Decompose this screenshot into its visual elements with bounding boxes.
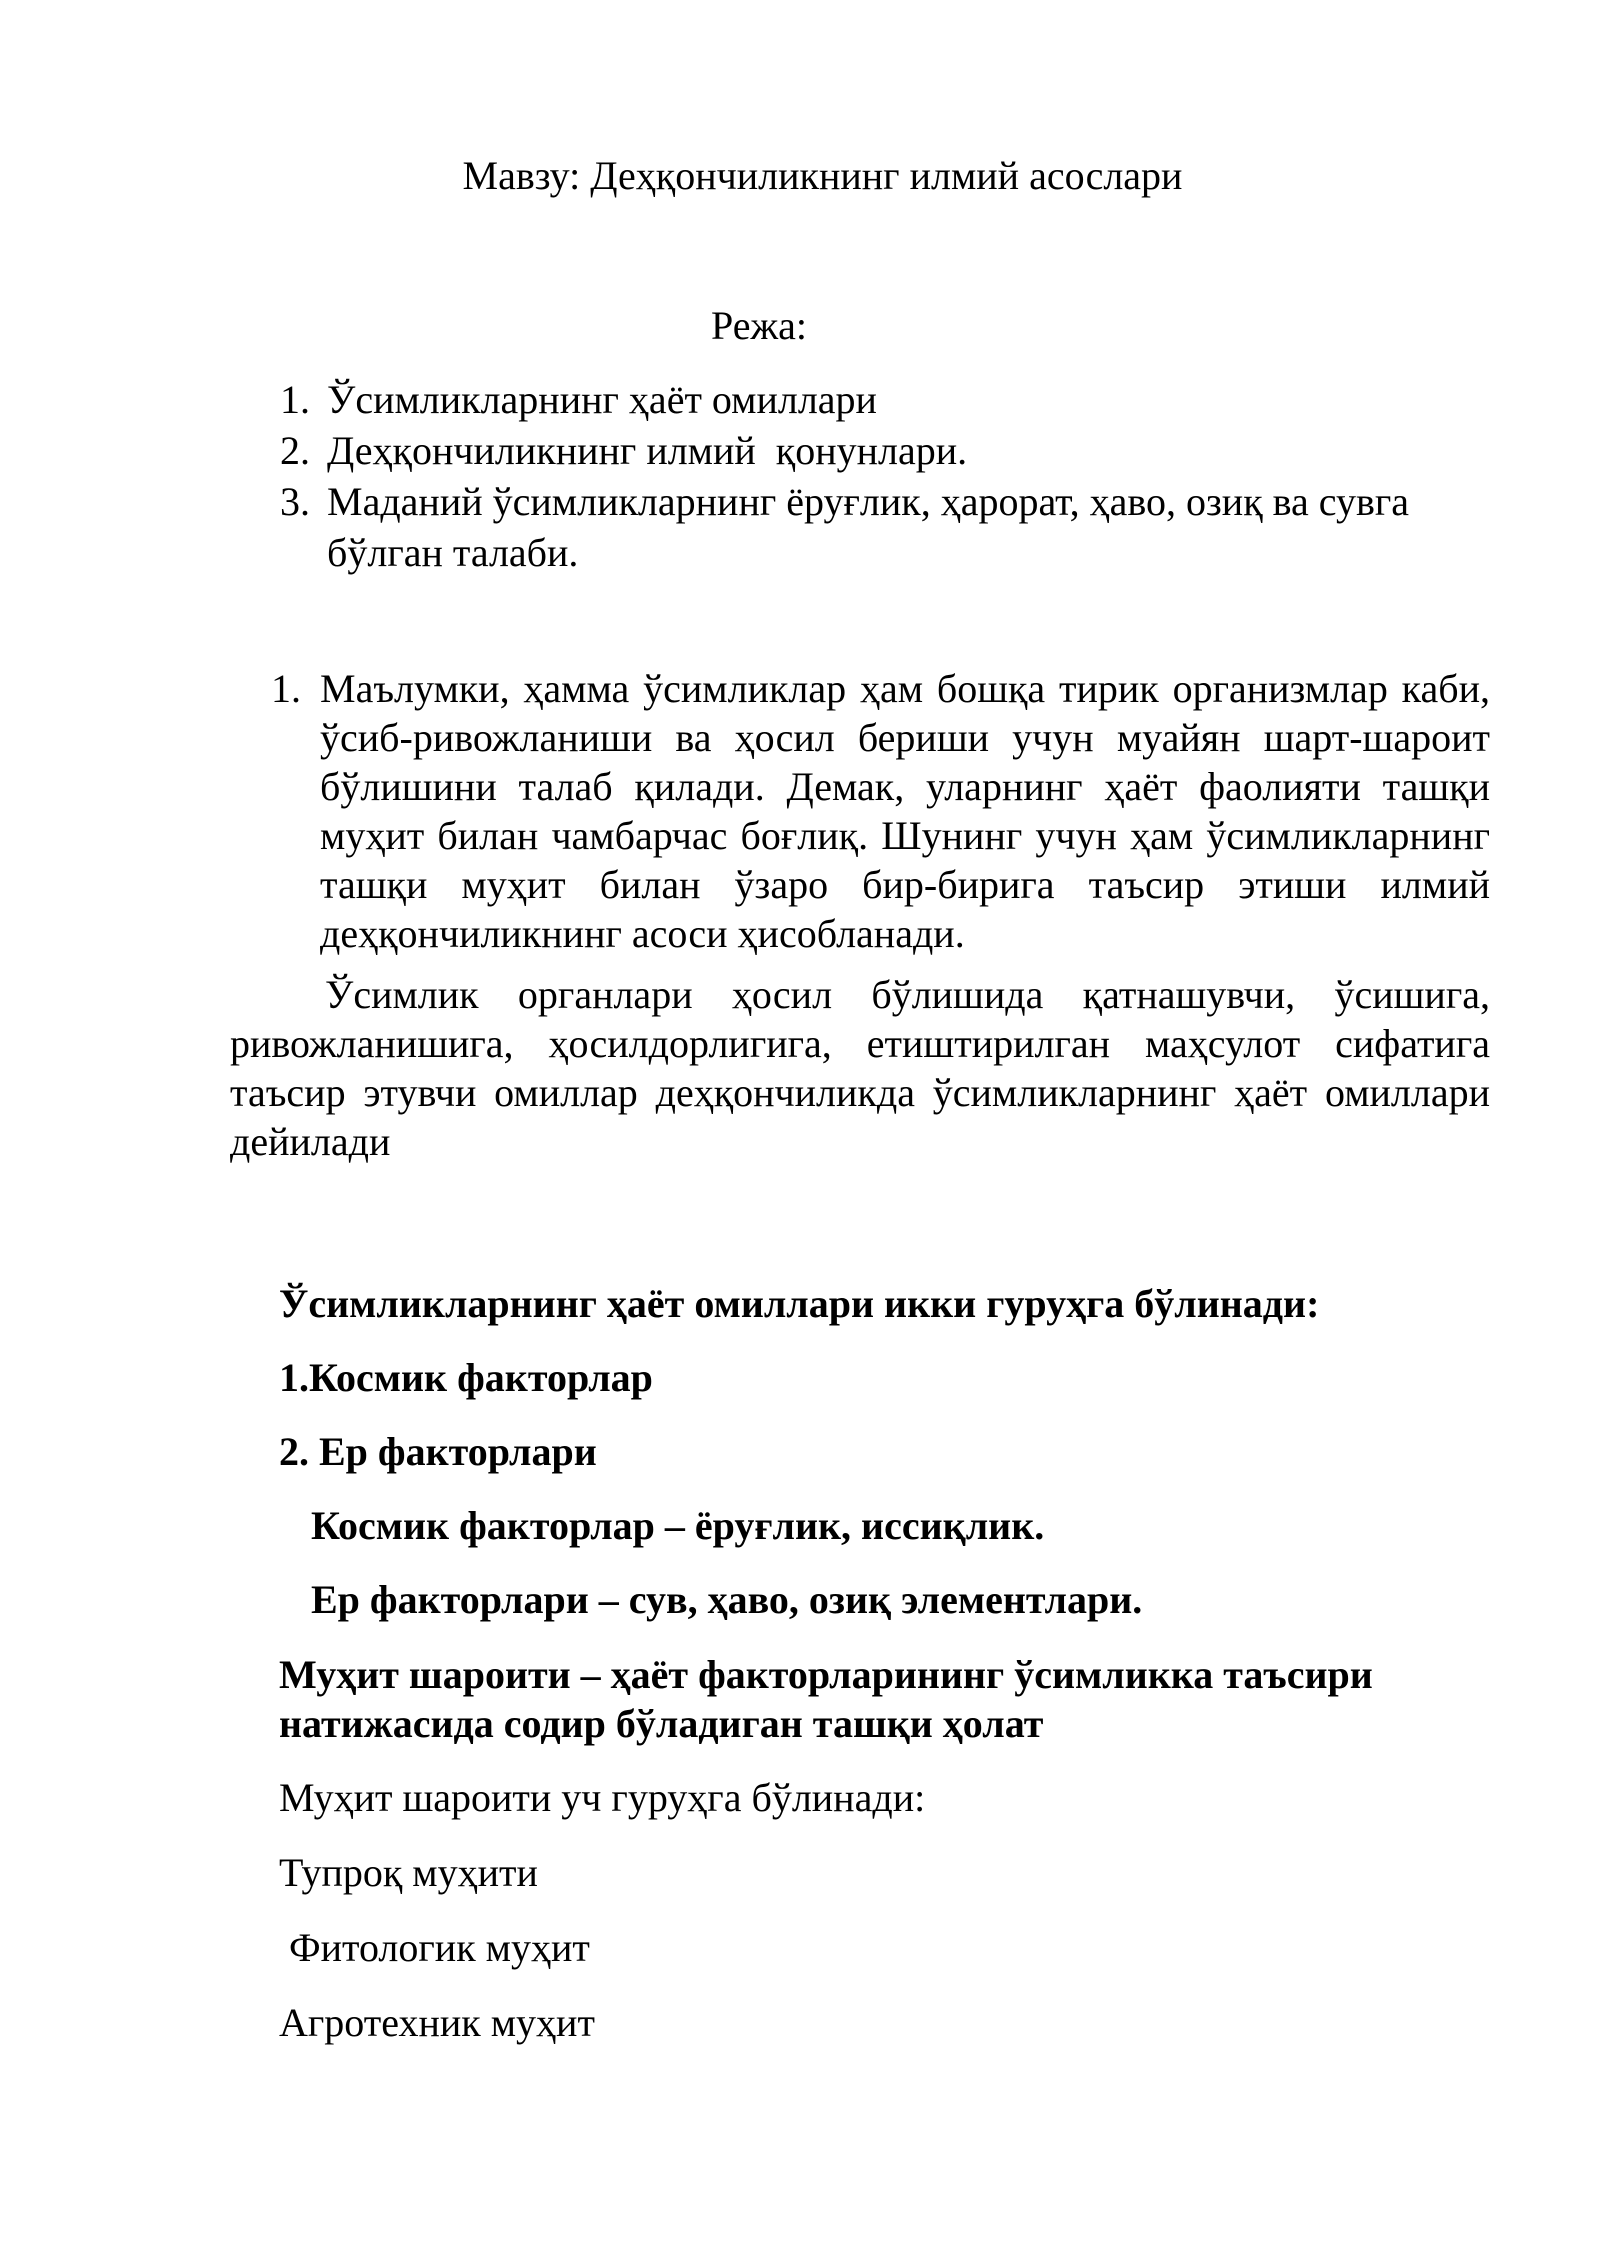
environment-item-soil: Тупроқ муҳити	[279, 1850, 538, 1895]
section-1-text: Маълумки, ҳамма ўсимликлар ҳам бошқа тирик организмлар каби, ўсиб-ривожланиши ва ҳосил бериши учун муайян шарт-шароит бўлишини талаб қилади. Демак, уларнинг ҳаёт фаолияти ташқи муҳит билан чамбарчас боғлиқ. Шунинг учун ҳам ўсимликларнинг ташқи муҳит билан ўзаро бир-бирига таъсир этиши илмий деҳқончиликнинг асоси ҳисобланади.	[320, 666, 1490, 956]
environment-intro: Муҳит шароити уч гуруҳга бўлинади:	[279, 1775, 926, 1820]
plan-item-text: Деҳқончиликнинг илмий қонунлари.	[327, 428, 968, 473]
plan-item	[280, 476, 1460, 578]
plan-item-number: 1.	[280, 377, 310, 422]
plan-item-number: 2.	[280, 428, 310, 473]
plan-item-number: 3.	[280, 479, 310, 524]
environment-item-phytological: Фитологик муҳит	[289, 1925, 590, 1970]
factor-group-1: 1.Космик факторлар	[279, 1355, 653, 1400]
plan-item-text: Ўсимликларнинг ҳаёт омиллари	[327, 377, 877, 422]
section-1	[230, 664, 1490, 1166]
section-1-number: 1.	[271, 666, 301, 711]
section-1-intro	[230, 664, 1490, 958]
plan-list	[280, 374, 1460, 578]
environment-definition: Муҳит шароити – ҳаёт факторларининг ўсимликка таъсири натижасида содир бўладиган ташқи ҳолат	[279, 1652, 1373, 1746]
plan-item	[280, 374, 1460, 425]
plan-item-text: Маданий ўсимликларнинг ёруғлик, ҳарорат, ҳаво, озиқ ва сувга бўлган талаби.	[327, 479, 1410, 575]
earth-factors-definition: Ер факторлари – сув, ҳаво, озиқ элементлари.	[311, 1577, 1143, 1622]
factor-group-2: 2. Ер факторлари	[279, 1429, 597, 1474]
plan-heading: Режа:	[711, 303, 807, 348]
page-title: Мавзу: Деҳқончиликнинг илмий асослари	[462, 153, 1183, 198]
environment-item-agrotechnical: Агротехник муҳит	[279, 2000, 595, 2045]
factors-heading: Ўсимликларнинг ҳаёт омиллари икки гуруҳга бўлинади:	[279, 1281, 1320, 1326]
plan-item	[280, 425, 1460, 476]
factors-block	[279, 1280, 1499, 2074]
section-1-paragraph: Ўсимлик органлари ҳосил бўлишида қатнашувчи, ўсишига, ривожланишига, ҳосилдорлигига, етиштирилган маҳсулот сифатига таъсир этувчи омиллар деҳқончиликда ўсимликларнинг ҳаёт омиллари дейилади	[230, 972, 1490, 1164]
cosmic-factors-definition: Космик факторлар – ёруғлик, иссиқлик.	[311, 1503, 1045, 1548]
